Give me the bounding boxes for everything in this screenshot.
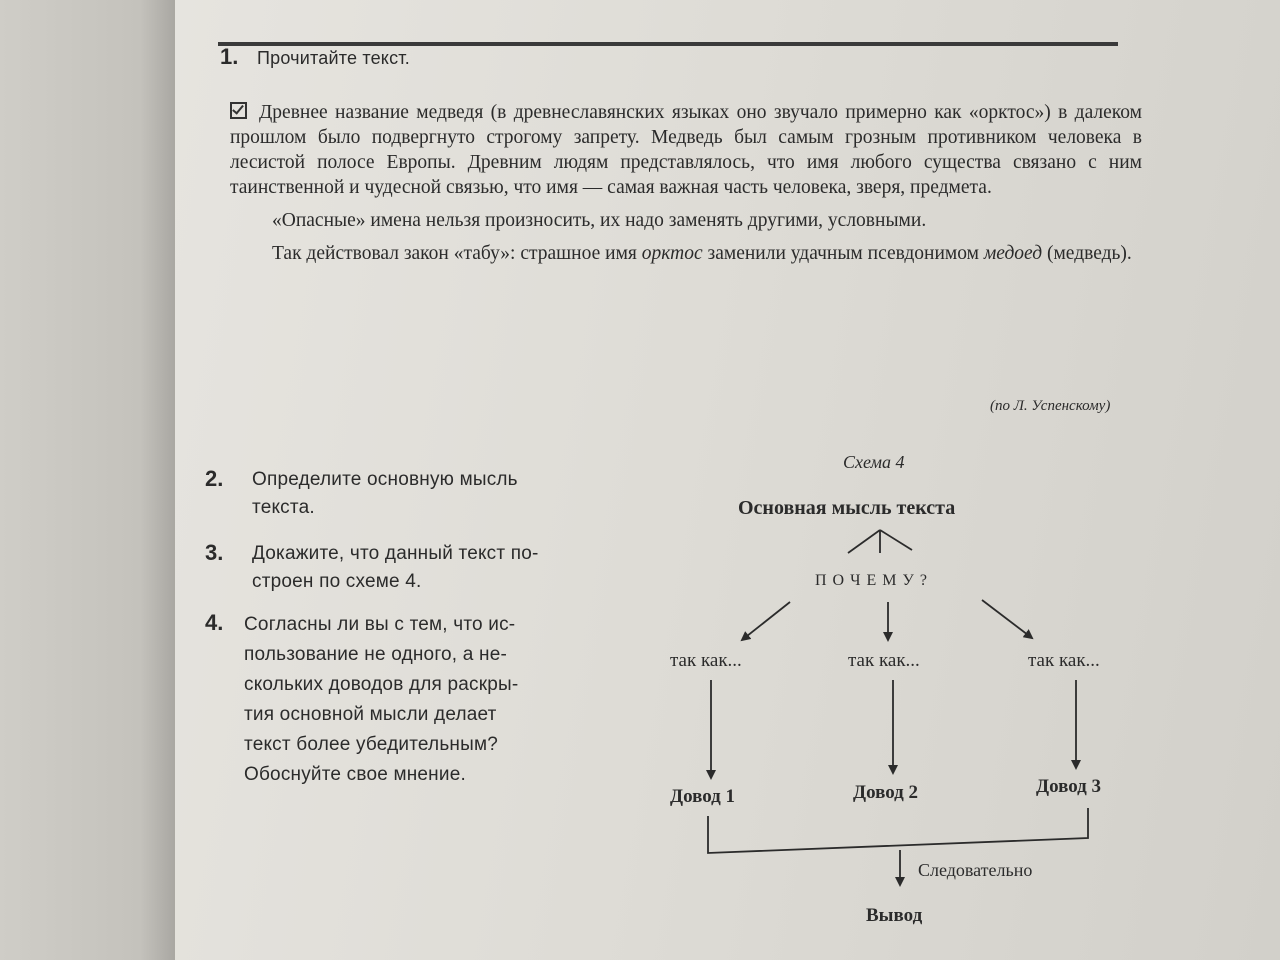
task1-instruction: Прочитайте текст.	[257, 48, 410, 68]
task2-text: Определите основную мысль текста.	[252, 469, 518, 518]
scheme-argument-2: Довод 2	[853, 782, 919, 803]
text-paragraph-2: «Опасные» имена нельзя произносить, их надо заменять другими, условными.	[272, 210, 927, 231]
word-orktos: орктос	[641, 243, 703, 264]
scheme-conclusion: Вывод	[866, 905, 923, 926]
task3-number: 3.	[205, 540, 224, 565]
task2-number: 2.	[205, 466, 224, 491]
task1-number: 1.	[220, 44, 239, 69]
scheme-therefore: Следовательно	[918, 860, 1033, 880]
arguments-bracket	[708, 808, 1088, 853]
scheme-because-3: так как...	[1028, 650, 1100, 671]
scheme-argument-1: Довод 1	[670, 786, 736, 807]
task3-text: Докажите, что данный текст по- строен по схеме 4.	[252, 543, 539, 592]
scheme-because-1: так как...	[670, 650, 742, 671]
fork-line-right	[880, 530, 912, 550]
scheme-because-2: так как...	[848, 650, 920, 671]
arrow-why-to-because-3	[982, 600, 1032, 638]
task4-text: Согласны ли вы с тем, что ис- пользование не одного, а не- скольких доводов для раскры- тия основной мысли делает текст более убедительным? Обоснуйте свое мнение.	[244, 614, 519, 785]
fork-line-left	[848, 530, 880, 553]
arrow-why-to-because-1	[742, 602, 790, 640]
scheme-why: П О Ч Е М У ?	[815, 572, 928, 589]
scheme-argument-3: Довод 3	[1036, 776, 1102, 797]
word-medoed: медоед	[983, 243, 1043, 264]
text-paragraph-3: Так действовал закон «табу»: страшное имя орктос заменили удачным псевдонимом медоед (медведь).	[272, 243, 1132, 264]
text-source: (по Л. Успенскому)	[990, 398, 1111, 414]
scheme-caption: Схема 4	[843, 452, 905, 472]
scheme-main-idea: Основная мысль текста	[738, 497, 956, 519]
task4-number: 4.	[205, 610, 224, 635]
text-paragraph-1-content: Древнее название медведя (в древнеславянских языках оно звучало примерно как «орктос») в далеком прошлом было подвергнуто строгому запрету. Медведь был самым грозным противником человека в лесистой полосе Европы. Древним людям представлялось, что имя любого существа связано с ним таинственной и чудесной связью, что имя — самая важная часть человека, зверя, предмета.	[230, 102, 1142, 198]
